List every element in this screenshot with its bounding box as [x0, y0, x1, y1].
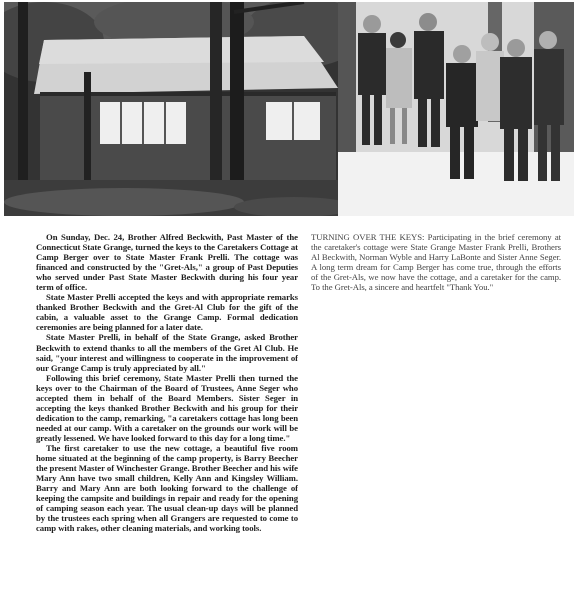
- article-body: [36, 232, 298, 594]
- photo-caption: [311, 232, 561, 322]
- article-paragraph: State Master Prelli accepted the keys and with appropriate remarks thanked Brother Beckwith and the Gret-Al Club for the gift of the cabin, a valuable asset to the Grange Camp. Formal dedication ceremonies are being planned for a later date.: [36, 292, 298, 333]
- cottage-photo: [4, 2, 338, 216]
- article-paragraph: On Sunday, Dec. 24, Brother Alfred Beckwith, Past Master of the Connecticut State Grange, turned the keys to the Caretakers Cottage at Camp Berger over to State Master Frank Prelli. The cottage was financed and constructed by the "Gret-Als," a group of Past Deputies who served under Past State Master Beckwith during his four year term of office.: [36, 232, 298, 293]
- article-paragraph: Following this brief ceremony, State Master Prelli then turned the keys over to the Chairman of the Board of Trustees, Anne Seger who accepted them in behalf of the Board Members. Sister Seger in accepting the keys thanked Brother Beckwith and his group for their dedication to the camp, remarking, "a caretakers cottage has long been needed at our camp. With a caretaker on the grounds our work will be greatly lessened. We have looked forward to this day for a long time.": [36, 372, 298, 443]
- caption-lead: TURNING OVER THE KEYS:: [311, 232, 425, 242]
- caption-text: Participating in the brief ceremony at the caretaker's cottage were State Grange Master Frank Prelli, Brothers Al Beckwith, Norman Wyble and Harry LaBonte and Sister Anne Seger. A long term dream for Camp Berger has come true, through the efforts of the Gret-Als, we now have the cottage, and a caretaker for the camp. To the Gret-Als, a sincere and heartfelt "Thank You.": [311, 232, 561, 293]
- window-right: [266, 102, 320, 140]
- window-left: [100, 102, 186, 144]
- group-illustration: [338, 2, 574, 216]
- key-handover-photo: [338, 2, 574, 216]
- cottage-illustration: [4, 2, 338, 216]
- article-paragraph: State Master Prelli, in behalf of the State Grange, asked Brother Beckwith to extend thanks to all the members of the Gret Al Club. He said, "your interest and willingness to cooperate in the improvement of our Grange Camp is truly appreciated by all.": [36, 332, 298, 373]
- article-paragraph: The first caretaker to use the new cottage, a beautiful five room home situated at the beginning of the camp property, is Barry Beecher the present Master of Winchester Grange. Brother Beecher and his wife Mary Ann have two small children, Kelly Ann and Kingsley William. Barry and Mary Ann are both looking forward to the challenge of keeping the campsite and buildings in repair and ready for the opening of camping season each year. The usual clean-up days will be planned by the trustees each spring when all Grangers are requested to come to camp with rakes, other cleaning materials, and working tools.: [36, 442, 298, 534]
